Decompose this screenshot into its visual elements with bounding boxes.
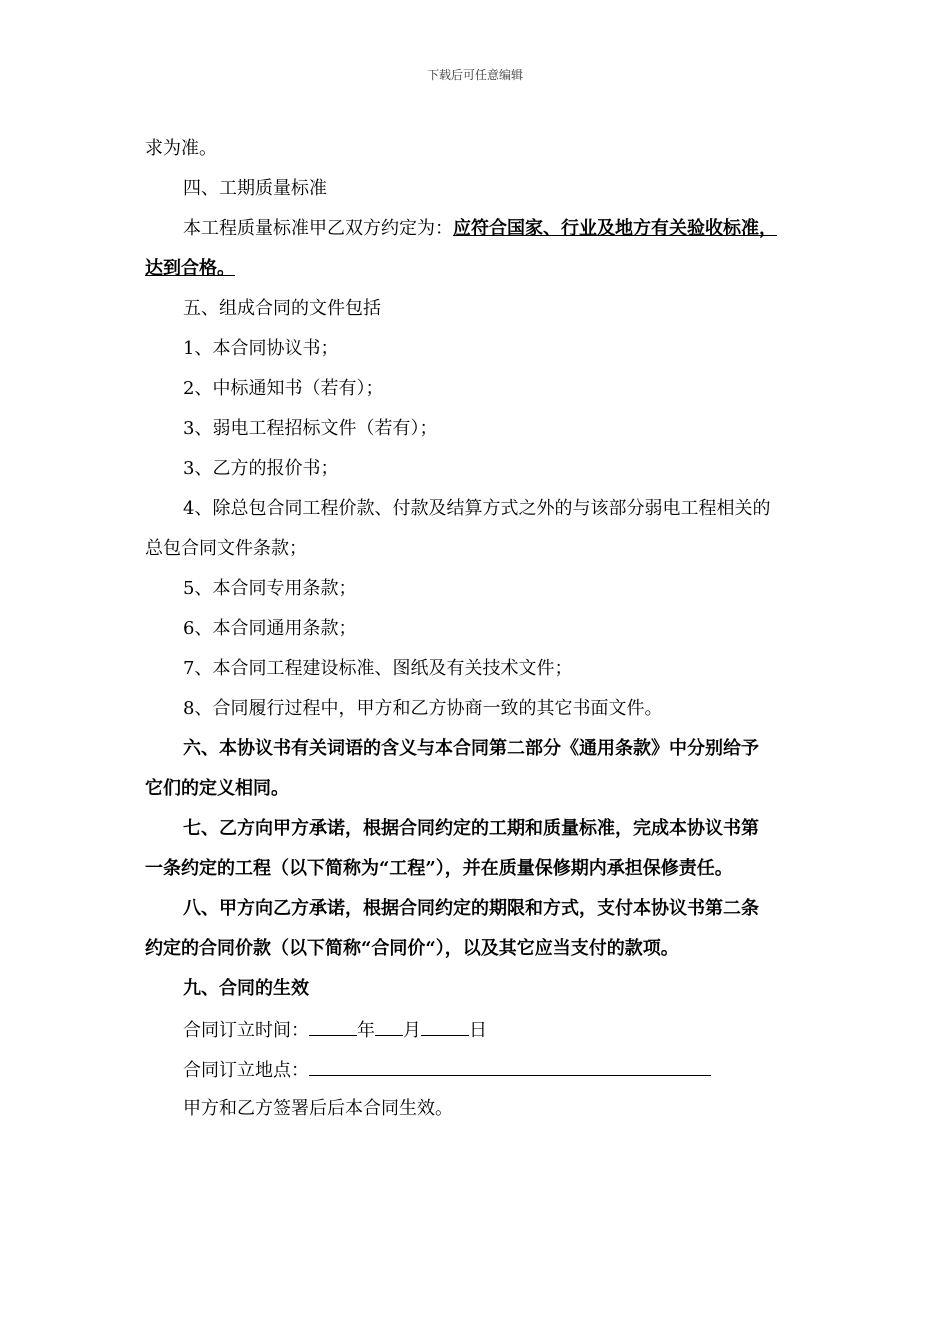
- day-label: 日: [469, 1020, 487, 1041]
- list-item: 2、中标通知书（若有）；: [183, 378, 384, 399]
- quality-standard-value: 应符合国家、行业及地方有关验收标准，: [453, 218, 777, 239]
- list-item-cont: 总包合同文件条款；: [145, 538, 307, 559]
- quality-standard-line: [183, 217, 777, 241]
- signing-date-line: [183, 1017, 487, 1043]
- section-7-line: 七、乙方向甲方承诺，根据合同约定的工期和质量标准，完成本协议书第: [183, 818, 759, 839]
- section-6-line-cont: 它们的定义相同。: [145, 778, 289, 799]
- section-8-line: 八、甲方向乙方承诺，根据合同约定的期限和方式，支付本协议书第二条: [183, 898, 759, 919]
- section-heading-5: 五、组成合同的文件包括: [183, 298, 381, 319]
- section-8-line-cont: 约定的合同价款（以下简称“合同价“），以及其它应当支付的款项。: [145, 938, 679, 959]
- list-item: 5、本合同专用条款；: [183, 578, 357, 599]
- paragraph-line: 求为准。: [145, 138, 217, 159]
- list-item: 1、本合同协议书；: [183, 338, 339, 359]
- signing-place-line: [183, 1057, 711, 1083]
- month-blank[interactable]: [375, 1017, 403, 1036]
- year-label: 年: [357, 1020, 375, 1041]
- list-item: 3、乙方的报价书；: [183, 458, 339, 479]
- section-heading-9: 九、合同的生效: [183, 978, 309, 999]
- year-blank[interactable]: [309, 1017, 357, 1036]
- quality-standard-prefix: 本工程质量标准甲乙双方约定为：: [183, 218, 453, 239]
- effective-clause: 甲方和乙方签署后后本合同生效。: [183, 1098, 453, 1119]
- month-label: 月: [403, 1020, 421, 1041]
- section-6-line: 六、本协议书有关词语的含义与本合同第二部分《通用条款》中分别给予: [183, 738, 759, 759]
- list-item: 8、合同履行过程中，甲方和乙方协商一致的其它书面文件。: [183, 698, 663, 719]
- section-heading-4: 四、工期质量标准: [183, 178, 327, 199]
- list-item: 6、本合同通用条款；: [183, 618, 357, 639]
- quality-standard-value-cont: 达到合格。: [145, 258, 235, 279]
- day-blank[interactable]: [421, 1017, 469, 1036]
- signing-date-label: 合同订立时间：: [183, 1020, 309, 1041]
- list-item: 3、弱电工程招标文件（若有）；: [183, 418, 438, 439]
- signing-place-label: 合同订立地点：: [183, 1060, 309, 1081]
- list-item: 7、本合同工程建设标准、图纸及有关技术文件；: [183, 658, 573, 679]
- list-item: 4、除总包合同工程价款、付款及结算方式之外的与该部分弱电工程相关的: [183, 498, 771, 519]
- section-7-line-cont: 一条约定的工程（以下简称为“工程”），并在质量保修期内承担保修责任。: [145, 858, 733, 879]
- page-header: 下载后可任意编辑: [426, 68, 523, 82]
- place-blank[interactable]: [309, 1057, 711, 1076]
